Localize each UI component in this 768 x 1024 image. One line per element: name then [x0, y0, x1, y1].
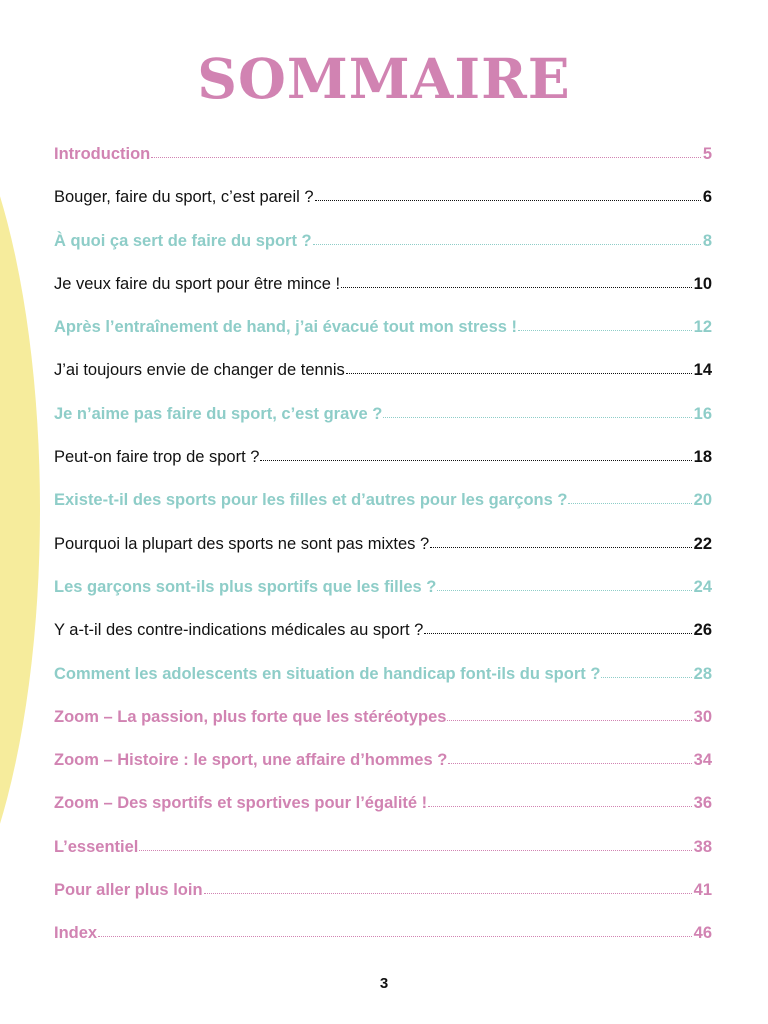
toc-entry-page: 41 [693, 881, 712, 900]
toc-dot-leader [341, 287, 692, 288]
toc-dot-leader [139, 850, 691, 851]
toc-entry[interactable] [54, 749, 712, 792]
toc-dot-leader [601, 677, 691, 678]
toc-dot-leader [98, 936, 692, 937]
toc-entry-page: 8 [702, 231, 712, 250]
toc-entry[interactable] [54, 446, 712, 489]
toc-dot-leader [568, 503, 691, 504]
toc-entry[interactable] [54, 186, 712, 229]
toc-entry-page: 28 [693, 664, 712, 683]
toc-entry[interactable] [54, 273, 712, 316]
toc-entry[interactable] [54, 143, 712, 186]
toc-entry-title: Zoom – La passion, plus forte que les stéréotypes [54, 707, 447, 726]
toc-entry-title: J’ai toujours envie de changer de tennis [54, 361, 345, 380]
toc-entry-page: 38 [693, 837, 712, 856]
toc-dot-leader [518, 330, 692, 331]
toc-entry-title: Les garçons sont-ils plus sportifs que les filles ? [54, 577, 437, 596]
toc-entry-title: Index [54, 924, 98, 943]
toc-entry[interactable] [54, 619, 712, 662]
toc-entry-title: Peut-on faire trop de sport ? [54, 448, 260, 467]
toc-entry-page: 5 [702, 145, 712, 163]
toc-entry-title: Bouger, faire du sport, c’est pareil ? [54, 188, 314, 207]
toc-entry[interactable] [54, 663, 712, 706]
toc-entry-title: Y a-t-il des contre-indications médicales au sport ? [54, 621, 424, 640]
toc-entry-title: Je veux faire du sport pour être mince ! [54, 274, 341, 293]
toc-entry-title: Existe-t-il des sports pour les filles et d’autres pour les garçons ? [54, 491, 568, 510]
toc-entry-page: 24 [693, 577, 712, 596]
toc-dot-leader [260, 460, 691, 461]
toc-entry-page: 36 [693, 794, 712, 813]
toc-entry-title: Pourquoi la plupart des sports ne sont pas mixtes ? [54, 534, 430, 553]
toc-entry[interactable] [54, 230, 712, 273]
toc-entry[interactable] [54, 359, 712, 402]
toc-dot-leader [383, 417, 691, 418]
toc-entry[interactable] [54, 879, 712, 922]
toc-entry[interactable] [54, 403, 712, 446]
toc-entry-page: 6 [702, 188, 712, 207]
toc-entry[interactable] [54, 489, 712, 532]
toc-entry-title: Je n’aime pas faire du sport, c’est grave ? [54, 404, 383, 423]
toc-dot-leader [151, 157, 701, 158]
toc-entry[interactable] [54, 836, 712, 879]
toc-entry[interactable] [54, 922, 712, 965]
toc-entry[interactable] [54, 792, 712, 835]
toc-entry-page: 16 [693, 404, 712, 423]
toc-entry[interactable] [54, 533, 712, 576]
toc-dot-leader [430, 547, 692, 548]
toc-entry[interactable] [54, 706, 712, 749]
toc-entry-title: Introduction [54, 145, 151, 163]
toc-entry-page: 12 [693, 318, 712, 337]
toc-entry-title: À quoi ça sert de faire du sport ? [54, 231, 312, 250]
toc-entry-title: Comment les adolescents en situation de handicap font-ils du sport ? [54, 664, 601, 683]
toc-entry-page: 14 [693, 361, 712, 380]
toc-entry-page: 34 [693, 751, 712, 770]
toc-entry-title: L’essentiel [54, 837, 139, 856]
toc-dot-leader [424, 633, 691, 634]
toc-entry-page: 18 [693, 448, 712, 467]
page-number: 3 [379, 975, 389, 992]
page-title: SOMMAIRE [197, 46, 571, 111]
toc-entry-page: 46 [693, 924, 712, 943]
toc-entry-page: 26 [693, 621, 712, 640]
toc-dot-leader [204, 893, 692, 894]
toc-dot-leader [447, 720, 691, 721]
toc-dot-leader [428, 806, 691, 807]
toc-entry-title: Pour aller plus loin [54, 881, 203, 900]
toc-dot-leader [448, 763, 691, 764]
toc-entry-page: 22 [693, 534, 712, 553]
toc-dot-leader [346, 373, 692, 374]
toc-dot-leader [313, 244, 701, 245]
toc-entry[interactable] [54, 576, 712, 619]
decorative-yellow-band [0, 55, 40, 965]
toc-dot-leader [437, 590, 691, 591]
table-of-contents [54, 143, 712, 966]
toc-dot-leader [315, 200, 701, 201]
toc-entry-page: 10 [693, 274, 712, 293]
toc-entry[interactable] [54, 316, 712, 359]
toc-entry-title: Zoom – Des sportifs et sportives pour l’égalité ! [54, 794, 428, 813]
toc-entry-title: Zoom – Histoire : le sport, une affaire d’hommes ? [54, 751, 448, 770]
toc-entry-page: 30 [693, 707, 712, 726]
toc-entry-title: Après l’entraînement de hand, j’ai évacué tout mon stress ! [54, 318, 518, 337]
toc-entry-page: 20 [693, 491, 712, 510]
